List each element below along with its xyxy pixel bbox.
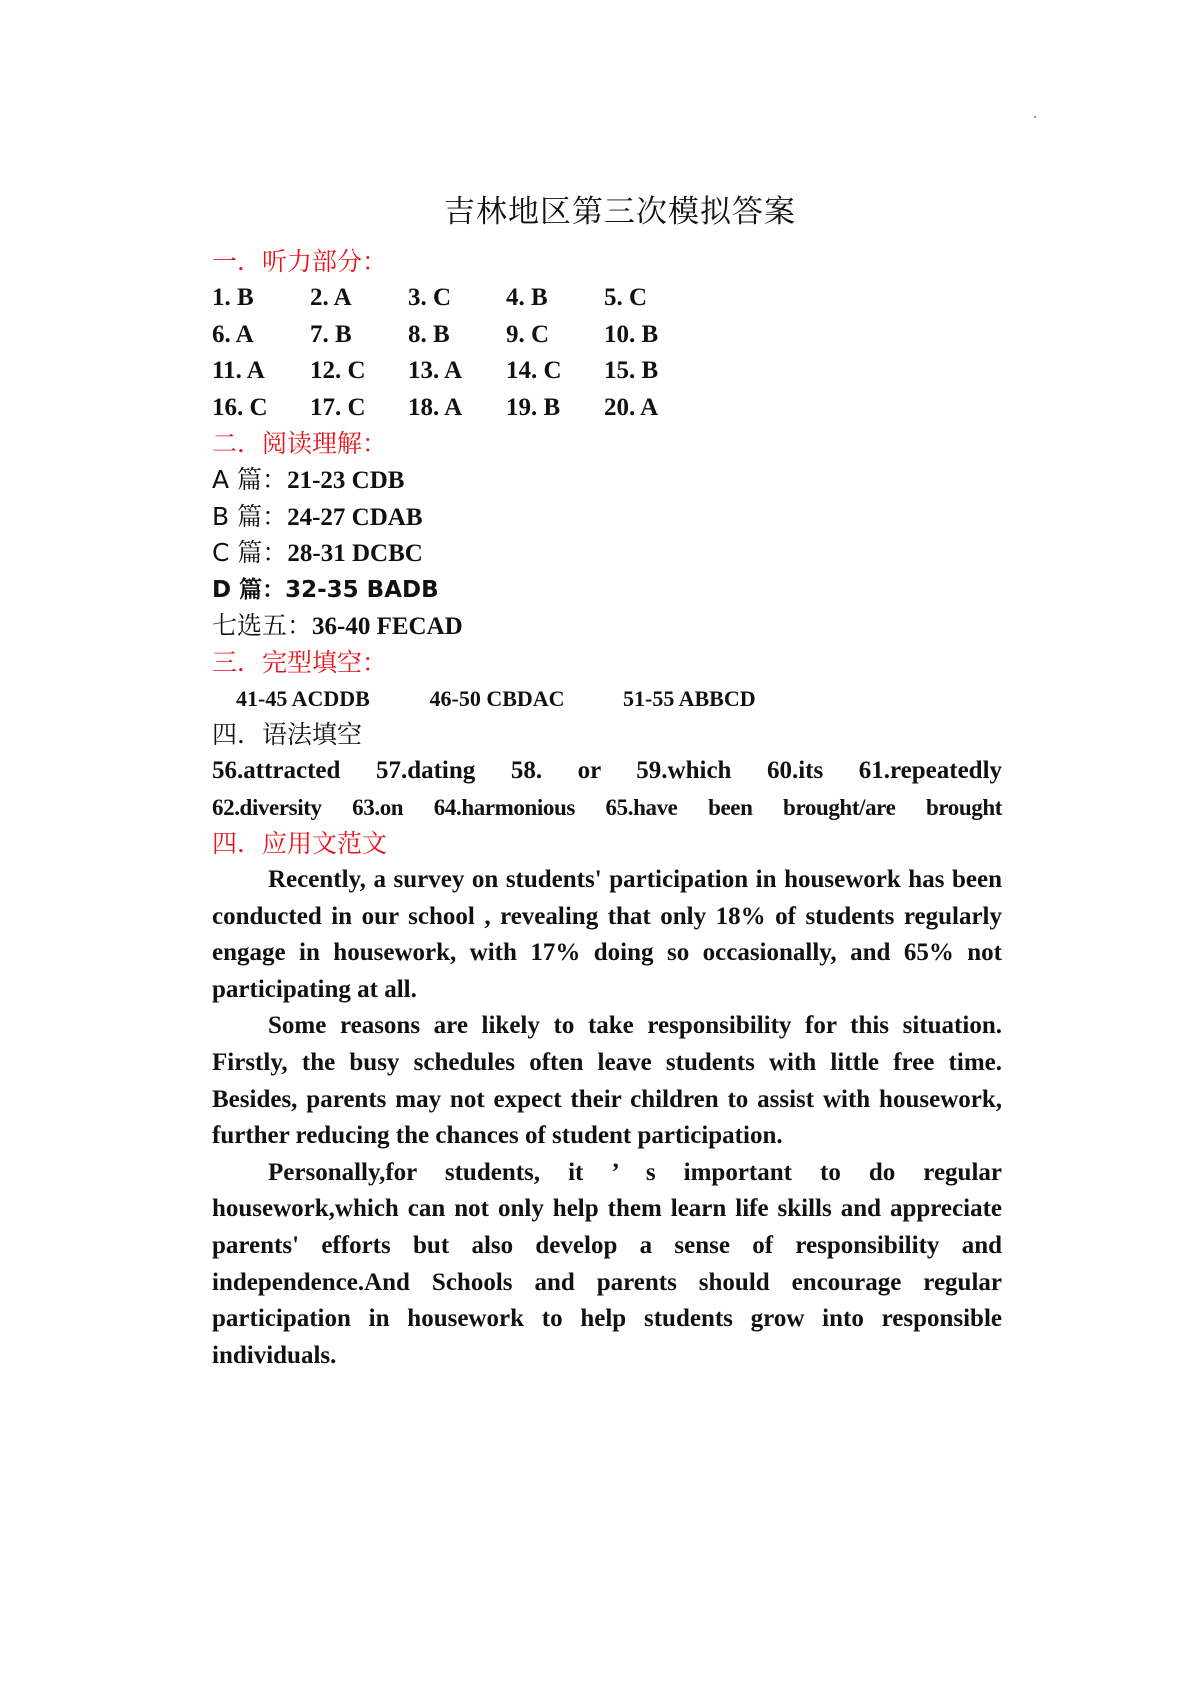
reading-passage-d [212,572,1002,609]
reading-passage-a [212,462,1002,499]
essay-paragraph: Some reasons are likely to take responsibility for this situation. Firstly, the busy schedules often leave students with little free time. Besides, parents may not expect their children to assist with housework, further reducing the chances of student participation. [212,1012,1002,1150]
listening-row [212,390,1002,427]
passage-answer: 32-35 BADB [285,576,439,603]
answer-item: 18. A [408,393,463,421]
writing-heading: 四．应用文范文 [212,829,388,858]
answer-item: 2. A [310,284,352,311]
grammar-answer: 56.attracted [212,757,341,784]
reading-heading: 二．阅读理解： [212,429,388,458]
grammar-heading: 四．语法填空 [212,720,363,749]
grammar-answer: 61.repeatedly [858,757,1003,784]
listening-row [212,280,1002,317]
passage-label: 七选五： [212,611,313,640]
grammar-line-1 [212,753,1002,790]
answer-item: 20. A [604,393,659,421]
answer-item: 19. B [506,393,561,421]
essay-paragraph: Recently, a survey on students' participation in housework has been conducted in our school , revealing that only 18% of students regularly engage in housework, with 17% doing so occasionally, and 65% not participating at all. [212,866,1002,1003]
reading-passage-c [212,535,1002,572]
answer-item: 8. B [408,320,450,348]
passage-label: B 篇： [212,501,288,531]
grammar-answer: 57.dating [375,757,476,784]
answer-item: 13. A [408,357,463,384]
passage-label: C 篇： [212,538,288,567]
passage-answer: 36-40 FECAD [312,613,463,640]
answer-sheet [212,244,1002,1374]
cloze-answers [212,681,1002,718]
passage-label: D 篇： [212,576,286,603]
grammar-answer: 63.on [352,794,404,820]
answer-item: 10. B [604,320,659,348]
answer-item: 3. C [408,284,452,311]
grammar-answer: 60.its [766,757,824,784]
answer-item: 17. C [310,393,366,421]
listening-row [212,353,1002,390]
answer-item: 15. B [604,357,659,384]
answer-item: 7. B [310,320,352,348]
grammar-answer: 62.diversity [212,794,322,820]
answer-item: 11. A [212,357,265,384]
page-title: 吉林地区第三次模拟答案 [444,194,796,230]
listening-heading: 一．听力部分： [212,247,388,276]
passage-label: A 篇： [212,465,288,494]
seven-choose-five [212,608,1002,645]
cloze-answer: 41-45 ACDDB [236,685,370,711]
answer-item: 16. C [212,393,268,421]
grammar-answer: 65.have been brought/are brought [605,794,1002,820]
reading-passage-b [212,499,1002,536]
grammar-answer: 58. [510,757,543,784]
answer-item: 12. C [310,357,366,384]
answer-item: 4. B [506,284,548,311]
answer-item: 5. C [604,284,648,311]
cloze-answer: 46-50 CBDAC [429,685,565,711]
listening-row [212,317,1002,354]
cloze-heading: 三．完型填空： [212,647,388,677]
cloze-answer: 51-55 ABBCD [623,685,756,711]
grammar-answer: 59.which [636,757,732,784]
grammar-line-2 [212,790,1002,827]
essay-paragraph: Personally,for students, it ’ s important to do regular housework,which can not only help them learn life skills and appreciate parents' efforts but also develop a sense of responsibility and independence.And Schools and parents should encourage regular participation in housework to help students grow into responsible individuals. [212,1158,1002,1369]
answer-item: 14. C [506,357,562,384]
grammar-answer: 64.harmonious [433,794,575,820]
passage-answer: 21-23 CDB [287,467,405,494]
passage-answer: 24-27 CDAB [287,503,423,531]
answer-item: 1. B [212,284,254,311]
grammar-answer: or [577,757,601,784]
answer-item: 9. C [506,320,550,348]
answer-item: 6. A [212,320,254,348]
scan-speck [1034,116,1036,118]
passage-answer: 28-31 DCBC [287,540,423,567]
